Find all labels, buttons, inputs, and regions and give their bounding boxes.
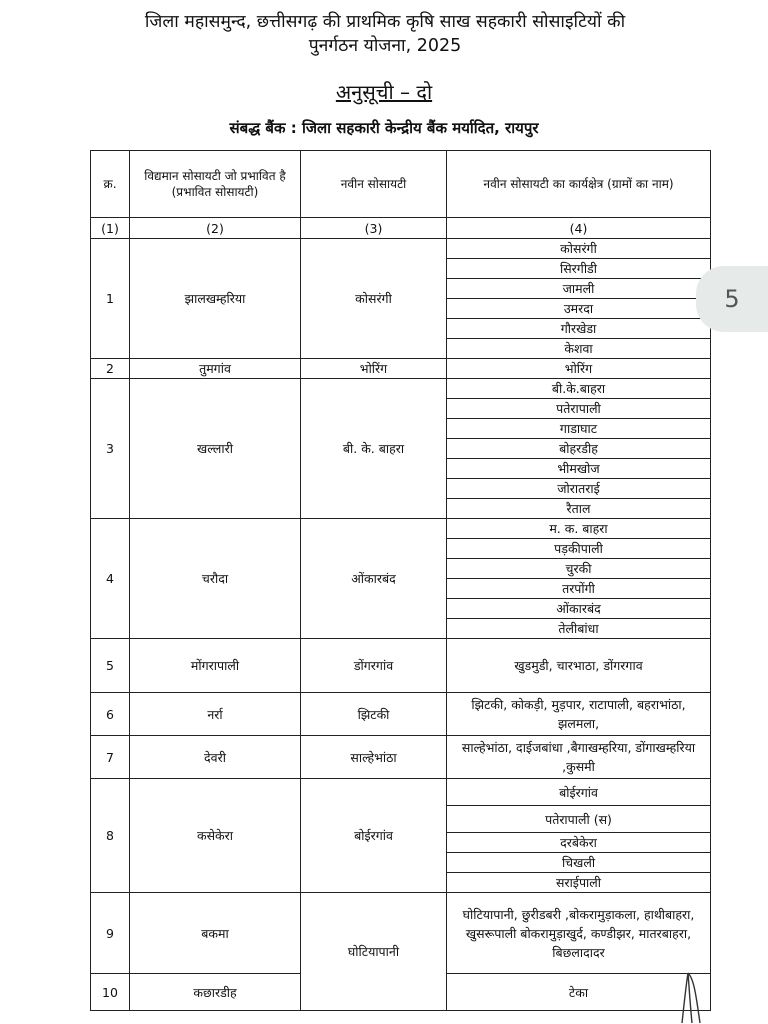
- new-society-cell: डोंगरगांव: [301, 639, 447, 693]
- existing-society-cell: कसेकेरा: [130, 779, 301, 893]
- village-cell: दरबेकेरा: [447, 833, 711, 853]
- table-row: [91, 239, 711, 259]
- village-list-cell: झिटकी, कोकड़ी, मुड़पार, राटापाली, बहराभांठा, झलमला,: [447, 693, 711, 736]
- village-cell: टेका: [447, 974, 711, 1011]
- page-number-badge: 5: [696, 266, 768, 332]
- existing-society-cell: चरौदा: [130, 519, 301, 639]
- table-header-row: [91, 151, 711, 218]
- village-cell: गौरखेडा: [447, 319, 711, 339]
- table-row: [91, 379, 711, 399]
- serial-cell: 10: [91, 974, 130, 1011]
- header-new-society: नवीन सोसायटी: [301, 151, 447, 218]
- village-list-cell: साल्हेभांठा, दाईजबांधा ,बैगाखम्हरिया, डोंगाखम्हरिया ,कुसमी: [447, 736, 711, 779]
- new-society-cell: घोटियापानी: [301, 893, 447, 1011]
- existing-society-cell: खल्लारी: [130, 379, 301, 519]
- new-society-cell: बी. के. बाहरा: [301, 379, 447, 519]
- village-cell: जोरातराई: [447, 479, 711, 499]
- new-society-cell: बोईरगांव: [301, 779, 447, 893]
- village-cell: केशवा: [447, 339, 711, 359]
- village-cell: सिरगीडी: [447, 259, 711, 279]
- village-cell: गाडाघाट: [447, 419, 711, 439]
- village-cell: जामली: [447, 279, 711, 299]
- village-cell: तेलीबांधा: [447, 619, 711, 639]
- table-row: [91, 893, 711, 974]
- header-new-jurisdiction: नवीन सोसायटी का कार्यक्षेत्र (ग्रामों का नाम): [447, 151, 711, 218]
- column-number-row: [91, 218, 711, 239]
- existing-society-cell: बकमा: [130, 893, 301, 974]
- existing-society-cell: झालखम्हरिया: [130, 239, 301, 359]
- serial-cell: 5: [91, 639, 130, 693]
- serial-cell: 6: [91, 693, 130, 736]
- new-society-cell: साल्हेभांठा: [301, 736, 447, 779]
- col-number: (2): [130, 218, 301, 239]
- existing-society-cell: तुमगांव: [130, 359, 301, 379]
- village-cell: उमरदा: [447, 299, 711, 319]
- village-list-cell: खुडमुडी, चारभाठा, डोंगरगाव: [447, 639, 711, 693]
- signature-icon: [676, 965, 716, 1024]
- village-cell: चुरकी: [447, 559, 711, 579]
- village-cell: पतेरापाली: [447, 399, 711, 419]
- village-cell: ओंकारबंद: [447, 599, 711, 619]
- serial-cell: 4: [91, 519, 130, 639]
- serial-cell: 2: [91, 359, 130, 379]
- serial-cell: 7: [91, 736, 130, 779]
- village-cell: म. क. बाहरा: [447, 519, 711, 539]
- table-row: [91, 736, 711, 779]
- col-number: (4): [447, 218, 711, 239]
- header-existing-society: विद्यमान सोसायटी जो प्रभावित है (प्रभावित सोसायटी): [130, 151, 301, 218]
- village-cell: भोरिंग: [447, 359, 711, 379]
- village-cell: कोसरंगी: [447, 239, 711, 259]
- new-society-cell: भोरिंग: [301, 359, 447, 379]
- doc-title-line2: पुनर्गठन योजना, 2025: [308, 36, 462, 56]
- existing-society-cell: देवरी: [130, 736, 301, 779]
- society-schedule-table: [90, 150, 711, 1011]
- existing-society-cell: मोंगरापाली: [130, 639, 301, 693]
- col-number: (1): [91, 218, 130, 239]
- village-cell: पतेरापाली (स): [447, 806, 711, 833]
- header-serial: क्र.: [91, 151, 130, 218]
- village-cell: चिखली: [447, 853, 711, 873]
- existing-society-cell: कछारडीह: [130, 974, 301, 1011]
- col-number: (3): [301, 218, 447, 239]
- table-row: [91, 779, 711, 806]
- schedule-subtitle: अनुसूची – दो: [335, 80, 433, 104]
- serial-cell: 9: [91, 893, 130, 974]
- affiliated-bank-line: संबद्ध बैंक : जिला सहकारी केन्द्रीय बैंक मर्यादित, रायपुर: [229, 119, 539, 137]
- new-society-cell: कोसरंगी: [301, 239, 447, 359]
- village-cell: बोईरगांव: [447, 779, 711, 806]
- existing-society-cell: नर्रा: [130, 693, 301, 736]
- table-row: [91, 639, 711, 693]
- new-society-cell: झिटकी: [301, 693, 447, 736]
- village-cell: रैताल: [447, 499, 711, 519]
- serial-cell: 3: [91, 379, 130, 519]
- serial-cell: 8: [91, 779, 130, 893]
- doc-title-line1: जिला महासमुन्द, छत्तीसगढ़ की प्राथमिक कृषि साख सहकारी सोसाइटियों की: [144, 12, 626, 32]
- table-row: [91, 693, 711, 736]
- village-cell: बी.के.बाहरा: [447, 379, 711, 399]
- village-cell: भीमखोज: [447, 459, 711, 479]
- village-cell: तरपोंगी: [447, 579, 711, 599]
- village-cell: पड़कीपाली: [447, 539, 711, 559]
- new-society-cell: ओंकारबंद: [301, 519, 447, 639]
- table-row: [91, 519, 711, 539]
- village-cell: बोहरडीह: [447, 439, 711, 459]
- table-row: [91, 359, 711, 379]
- serial-cell: 1: [91, 239, 130, 359]
- village-list-cell: घोटियापानी, छुरीडबरी ,बोकरामुड़ाकला, हाथीबाहरा, खुसरूपाली बोकरामुड़ाखुर्द, कण्डीझर, मातरबाहरा, बिछलादादर: [447, 893, 711, 974]
- village-cell: सराईपाली: [447, 873, 711, 893]
